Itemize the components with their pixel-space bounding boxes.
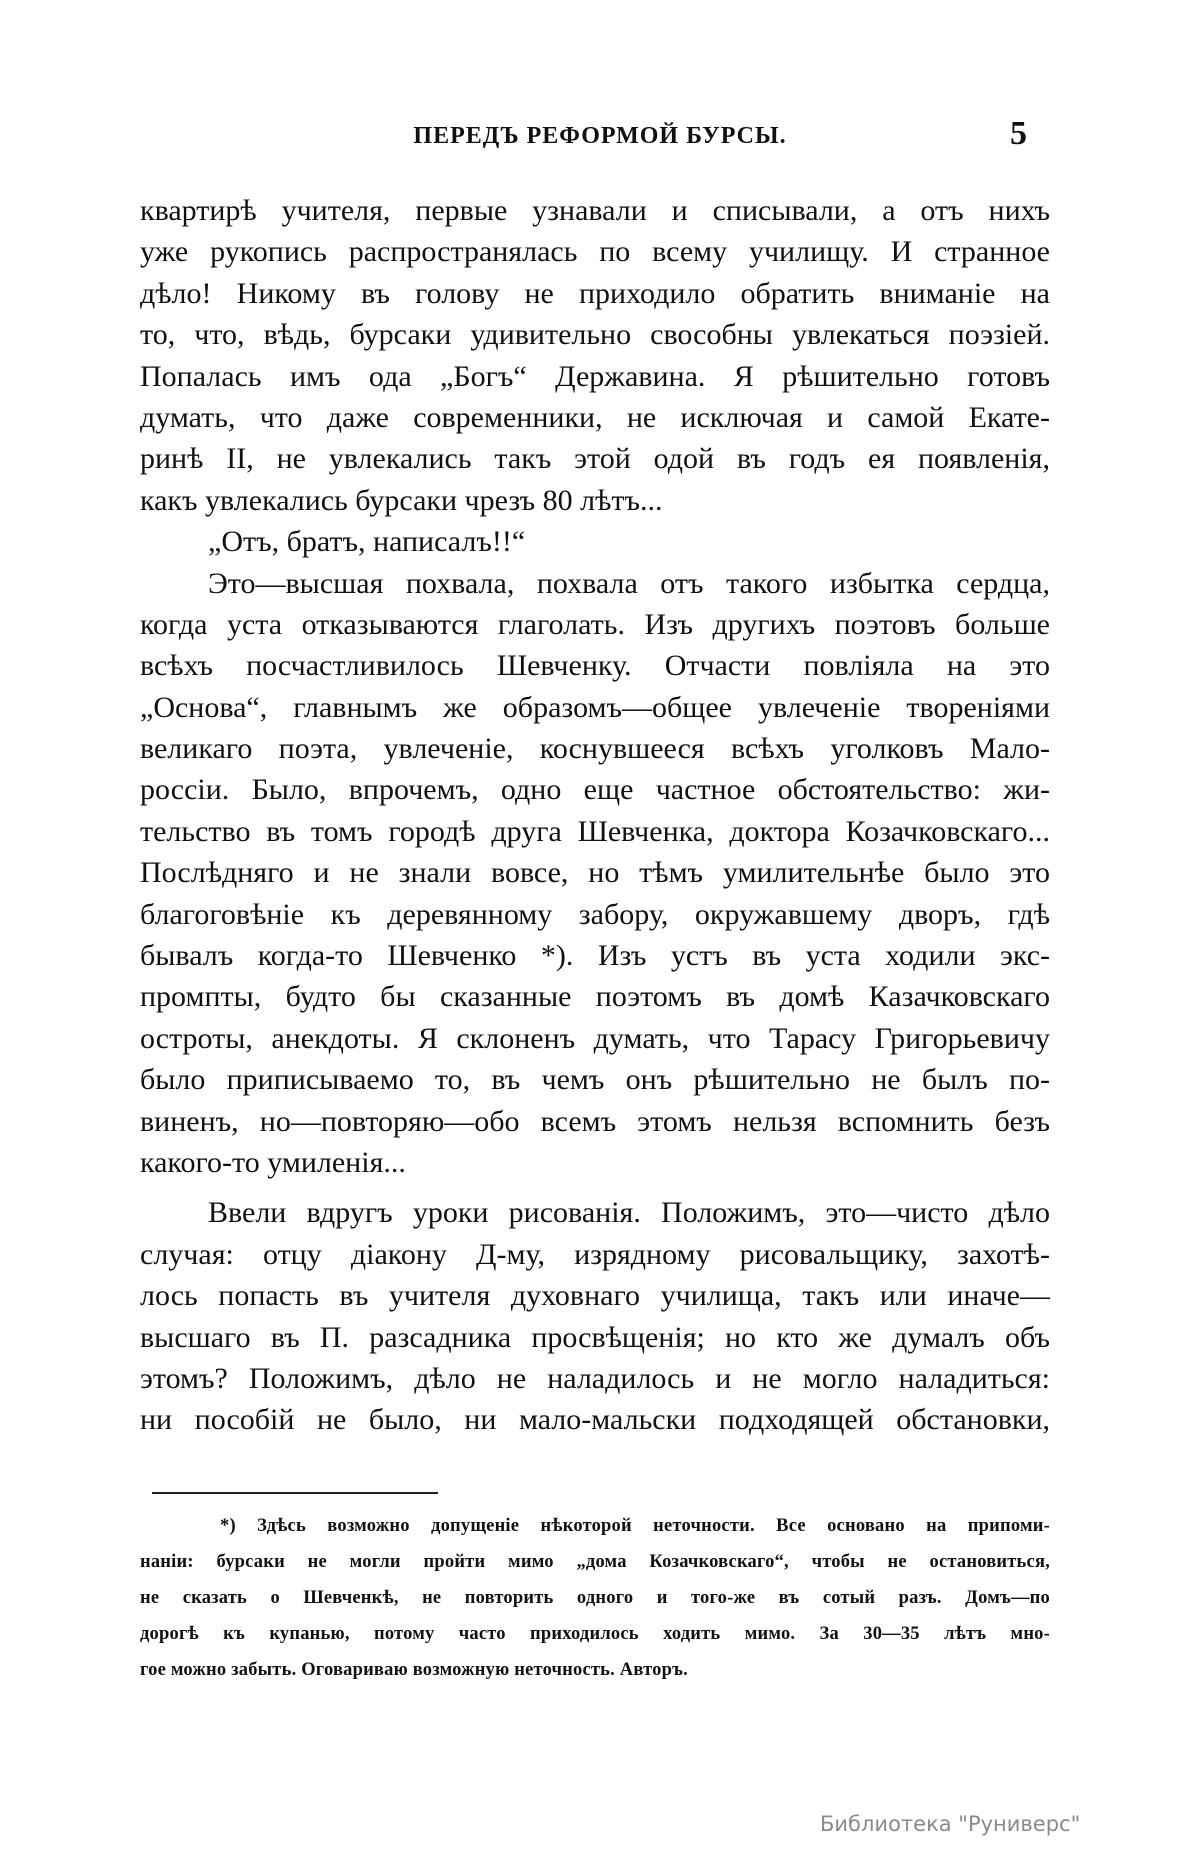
- text-line: какого-то умиленія...: [140, 1145, 406, 1179]
- text-line: всѣхъ посчастливилось Шевченку. Отчасти повліяла на это: [140, 649, 1050, 683]
- text-line: „Основа“, главнымъ же образомъ—общее увлеченіе твореніями: [140, 690, 1050, 724]
- text-line: какъ увлекались бурсаки чрезъ 80 лѣтъ...: [140, 483, 663, 517]
- page-number: 5: [1010, 115, 1027, 152]
- text-line: дѣло! Никому въ голову не приходило обратить вниманіе на: [140, 276, 1050, 310]
- running-title: ПЕРЕДЪ РЕФОРМОЙ БУРСЫ.: [413, 123, 787, 149]
- footnote-line: *) Здѣсь возможно допущеніе нѣкоторой неточности. Все основано на припоми-: [220, 1516, 1050, 1536]
- footnote-line: дорогѣ къ купанью, потому часто приходилось ходить мимо. За 30—35 лѣтъ мно-: [140, 1624, 1050, 1644]
- footnote-line: гое можно забыть. Оговариваю возможную неточность. Авторъ.: [140, 1660, 688, 1680]
- footnote-line: не сказать о Шевченкѣ, не повторить одного и того-же въ сотый разъ. Домъ—по: [140, 1588, 1050, 1608]
- footnote-divider: [152, 1492, 438, 1494]
- quote-line: „Отъ, братъ, написалъ!!“: [208, 525, 526, 559]
- text-line: когда уста отказываются глаголать. Изъ другихъ поэтовъ больше: [140, 607, 1050, 641]
- library-watermark: Библиотека "Руниверс": [820, 1812, 1081, 1836]
- text-line: Послѣдняго и не знали вовсе, но тѣмъ умилительнѣе было это: [140, 856, 1050, 890]
- text-line: случая: отцу діакону Д-му, изрядному рисовальщику, захотѣ-: [140, 1237, 1050, 1271]
- text-line: уже рукопись распространялась по всему училищу. И странное: [140, 235, 1050, 269]
- footnote-line: наніи: бурсаки не могли пройти мимо „дома Козачковскаго“, чтобы не остановиться,: [140, 1552, 1050, 1572]
- text-line: высшаго въ П. разсадника просвѣщенія; но кто же думалъ объ: [140, 1320, 1050, 1354]
- text-line: остроты, анекдоты. Я склоненъ думать, что Тарасу Григорьевичу: [140, 1021, 1050, 1055]
- paragraph-start-line: Это—высшая похвала, похвала отъ такого избытка сердца,: [208, 566, 1050, 600]
- text-line: лось попасть въ учителя духовнаго училища, такъ или иначе—: [140, 1279, 1050, 1313]
- text-line: бывалъ когда-то Шевченко *). Изъ устъ въ уста ходили экс-: [140, 939, 1050, 973]
- paragraph-gap: [140, 1183, 1050, 1192]
- text-line: ни пособій не было, ни мало-мальски подходящей обстановки,: [140, 1403, 1050, 1437]
- text-line: было приписываемо то, въ чемъ онъ рѣшительно не былъ по-: [140, 1063, 1050, 1097]
- text-line: думать, что даже современники, не исключая и самой Екате-: [140, 400, 1050, 434]
- text-line: промпты, будто бы сказанные поэтомъ въ домѣ Казачковскаго: [140, 980, 1050, 1014]
- text-line: тельство въ томъ городѣ друга Шевченка, доктора Козачковскаго...: [140, 814, 1050, 848]
- text-line: то, что, вѣдь, бурсаки удивительно свособны увлекаться поэзіей.: [140, 318, 1050, 352]
- text-line: ринѣ II, не увлекались такъ этой одой въ годъ ея появленія,: [140, 442, 1050, 476]
- text-line: виненъ, но—повторяю—обо всемъ этомъ нельзя вспомнить безъ: [140, 1104, 1050, 1138]
- text-line: благоговѣніе къ деревянному забору, окружавшему дворъ, гдѣ: [140, 897, 1050, 931]
- body-text: [140, 190, 1050, 1441]
- text-line: россіи. Было, впрочемъ, одно еще частное обстоятельство: жи-: [140, 773, 1050, 807]
- footnote: [140, 1508, 1050, 1688]
- text-line: Попалась имъ ода „Богъ“ Державина. Я рѣшительно готовъ: [140, 359, 1050, 393]
- text-line: этомъ? Положимъ, дѣло не наладилось и не могло наладиться:: [140, 1361, 1050, 1395]
- text-line: великаго поэта, увлеченіе, коснувшееся всѣхъ уголковъ Мало-: [140, 732, 1050, 766]
- text-line: квартирѣ учителя, первые узнавали и списывали, а отъ нихъ: [140, 194, 1050, 227]
- paragraph-start-line: Ввели вдругъ уроки рисованія. Положимъ, это—чисто дѣло: [208, 1196, 1050, 1230]
